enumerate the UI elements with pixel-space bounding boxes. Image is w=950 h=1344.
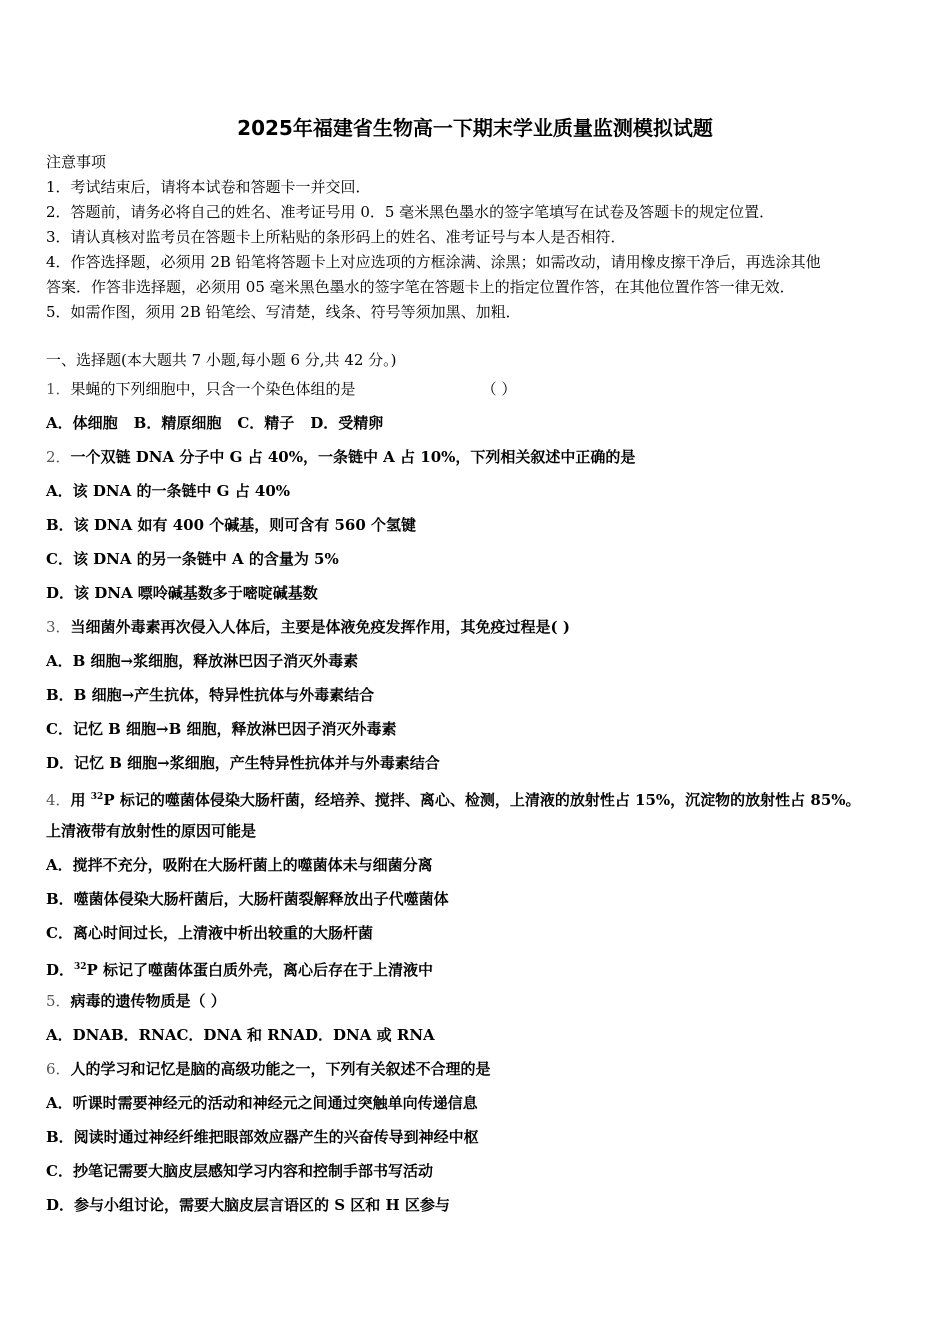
question-6: [46, 1052, 916, 1086]
option: A．该 DNA 的一条链中 G 占 40%: [46, 482, 291, 500]
option: C．精子: [237, 414, 295, 432]
question-stem: 人的学习和记忆是脑的高级功能之一，下列有关叙述不合理的是: [70, 1060, 491, 1078]
notice-item: 3．请认真核对监考员在答题卡上所粘贴的条形码上的姓名、准考证号与本人是否相符．: [46, 228, 626, 246]
option: B．B 细胞→产生抗体，特异性抗体与外毒素结合: [46, 686, 375, 704]
question-number: 5．: [46, 992, 71, 1010]
option: C．该 DNA 的另一条链中 A 的含量为 5%: [46, 550, 339, 568]
notice-item: 2．答题前，请务必将自己的姓名、准考证号用 0．5 毫米黑色墨水的签字笔填写在试卷及答题卡的规定位置．: [46, 203, 775, 221]
notice-item: 5．如需作图，须用 2B 铅笔绘、写清楚，线条、符号等须加黑、加粗．: [46, 303, 521, 321]
option: [46, 950, 916, 984]
option: A．B 细胞→浆细胞，释放淋巴因子消灭外毒素: [46, 652, 359, 670]
option-label: D．: [46, 961, 75, 979]
option: D．受精卵: [310, 414, 384, 432]
question-2: [46, 440, 916, 474]
question-stem-continued: 上清液带有放射性的原因可能是: [46, 822, 257, 840]
question-stem: 病毒的遗传物质是（ ）: [70, 992, 226, 1010]
option-text: P 标记了噬菌体蛋白质外壳，离心后存在于上清液中: [86, 961, 434, 979]
option-row: [46, 406, 916, 440]
question-number: 3．: [46, 618, 71, 636]
isotope-mass: 32: [90, 792, 104, 802]
option: B．噬菌体侵染大肠杆菌后，大肠杆菌裂解释放出子代噬菌体: [46, 890, 449, 908]
option: B．该 DNA 如有 400 个碱基，则可含有 560 个氢键: [46, 516, 416, 534]
question-5: [46, 984, 916, 1018]
question-stem: 果蝇的下列细胞中，只含一个染色体组的是: [70, 380, 356, 398]
question-stem: P 标记的噬菌体侵染大肠杆菌，经培养、搅拌、离心、检测，上清液的放射性占 15%，沉淀物的放射性占 85%。: [103, 791, 861, 809]
answer-blank: （ ）: [481, 380, 517, 398]
option: D．该 DNA 嘌呤碱基数多于嘧啶碱基数: [46, 584, 318, 602]
question-1: [46, 372, 916, 406]
notice-item: 4．作答选择题，必须用 2B 铅笔将答题卡上对应选项的方框涂满、涂黑；如需改动，请用橡皮擦干净后，再选涂其他: [46, 253, 821, 271]
question-number: 6．: [46, 1060, 71, 1078]
page-title: 2025年福建省生物高一下期末学业质量监测模拟试题: [237, 116, 713, 140]
question-number: 1．: [46, 380, 71, 398]
isotope-mass: 32: [74, 962, 87, 972]
notice-heading: 注意事项: [46, 153, 107, 171]
option-row: A．DNAB．RNAC．DNA 和 RNAD．DNA 或 RNA: [46, 1026, 435, 1044]
section-heading: 一、选择题(本大题共 7 小题,每小题 6 分,共 42 分。): [46, 351, 397, 369]
option: D．参与小组讨论，需要大脑皮层言语区的 S 区和 H 区参与: [46, 1196, 450, 1214]
question-stem: 当细菌外毒素再次侵入人体后，主要是体液免疫发挥作用，其免疫过程是( ): [70, 618, 570, 636]
option: D．记忆 B 细胞→浆细胞，产生特异性抗体并与外毒素结合: [46, 754, 440, 772]
question-number: 2．: [46, 448, 71, 466]
question-4: [46, 780, 916, 814]
question-list: [46, 372, 916, 1222]
question-number: 4．: [46, 791, 71, 809]
option: B．精原细胞: [133, 414, 222, 432]
option: C．离心时间过长，上清液中析出较重的大肠杆菌: [46, 924, 373, 942]
option: A．听课时需要神经元的活动和神经元之间通过突触单向传递信息: [46, 1094, 478, 1112]
question-3: [46, 610, 916, 644]
option: C．记忆 B 细胞→B 细胞，释放淋巴因子消灭外毒素: [46, 720, 397, 738]
notice-item: 1．考试结束后，请将本试卷和答题卡一并交回．: [46, 178, 371, 196]
option: C．抄笔记需要大脑皮层感知学习内容和控制手部书写活动: [46, 1162, 433, 1180]
option: B．阅读时通过神经纤维把眼部效应器产生的兴奋传导到神经中枢: [46, 1128, 479, 1146]
question-stem: 用: [70, 791, 91, 809]
notice-item: 答案．作答非选择题，必须用 05 毫米黑色墨水的签字笔在答题卡上的指定位置作答，在其他位置作答一律无效．: [46, 278, 795, 296]
question-stem: 一个双链 DNA 分子中 G 占 40%，一条链中 A 占 10%，下列相关叙述中正确的是: [70, 448, 636, 466]
option: A．搅拌不充分，吸附在大肠杆菌上的噬菌体未与细菌分离: [46, 856, 433, 874]
option: A．体细胞: [46, 414, 118, 432]
notice-list: [46, 175, 916, 325]
